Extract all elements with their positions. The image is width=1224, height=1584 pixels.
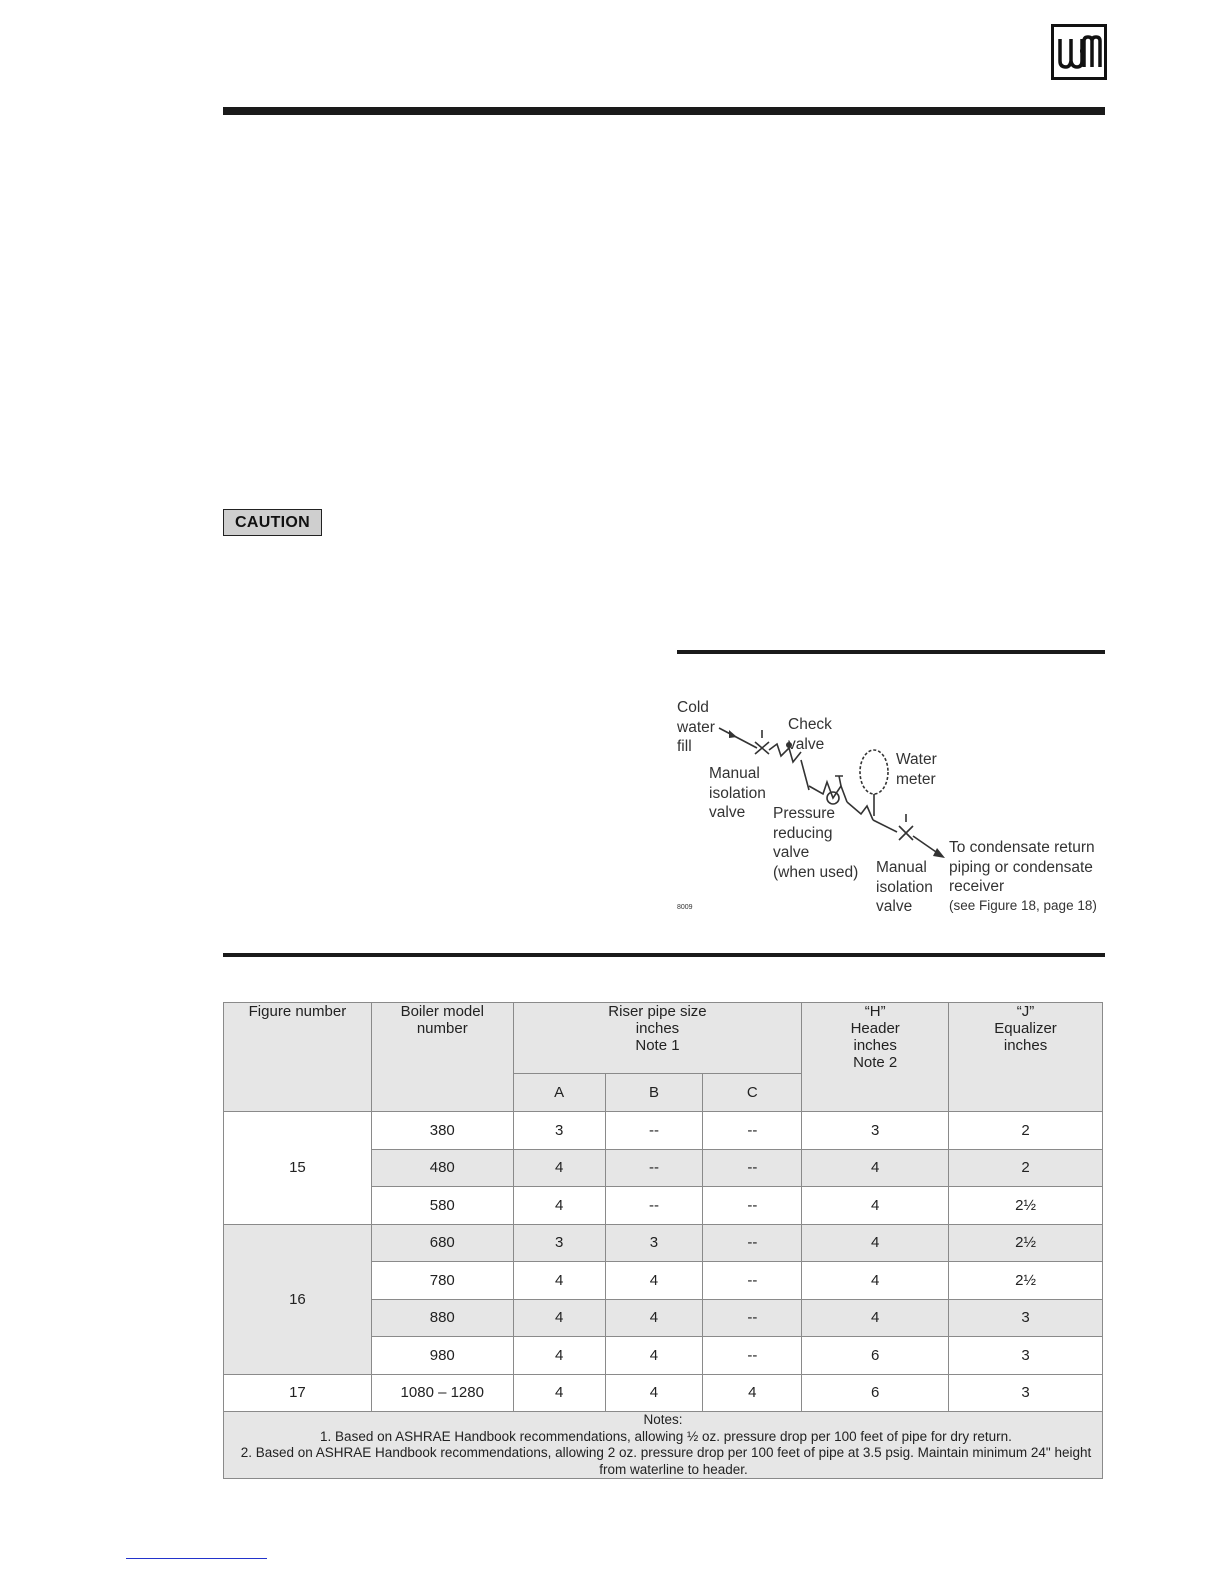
model-cell: 880: [371, 1299, 513, 1337]
label-manual-isolation-valve-1: Manual isolation valve: [709, 765, 766, 821]
j-cell: 3: [949, 1337, 1103, 1375]
model-cell: 380: [371, 1112, 513, 1150]
brand-logo: [1051, 24, 1107, 80]
b-cell: 4: [605, 1299, 703, 1337]
caution-badge: CAUTION: [223, 509, 322, 536]
c-cell: --: [703, 1299, 802, 1337]
label-see-figure: (see Figure 18, page 18): [949, 898, 1097, 913]
b-cell: 4: [605, 1262, 703, 1300]
j-cell: 2: [949, 1112, 1103, 1150]
header-boiler-model: Boiler model number: [371, 1003, 513, 1112]
a-cell: 4: [513, 1299, 605, 1337]
note-2: 2. Based on ASHRAE Handbook recommendations, allowing 2 oz. pressure drop per 100 feet of pipe at 3.5 psig. Maintain minimum 24" height from waterline to header.: [240, 1445, 1092, 1477]
c-cell: --: [703, 1224, 802, 1262]
figure-number-cell: 15: [224, 1112, 372, 1225]
h-cell: 4: [802, 1187, 949, 1225]
a-cell: 4: [513, 1149, 605, 1187]
j-cell: 3: [949, 1374, 1103, 1412]
header-h-header: “H” Header inches Note 2: [802, 1003, 949, 1112]
model-cell: 580: [371, 1187, 513, 1225]
label-to-condensate: To condensate return piping or condensate receiver: [949, 839, 1095, 895]
header-c: C: [703, 1074, 802, 1112]
model-cell: 980: [371, 1337, 513, 1375]
header-rule: [223, 107, 1105, 115]
a-cell: 4: [513, 1374, 605, 1412]
label-cold-water-fill: Cold water fill: [677, 699, 715, 755]
j-cell: 2: [949, 1149, 1103, 1187]
c-cell: --: [703, 1337, 802, 1375]
label-check-valve: Check valve: [788, 716, 832, 753]
header-riser-pipe-size: Riser pipe size inches Note 1: [513, 1003, 802, 1074]
b-cell: --: [605, 1187, 703, 1225]
a-cell: 4: [513, 1187, 605, 1225]
notes-cell: [224, 1412, 1103, 1479]
figure-number-cell: 16: [224, 1224, 372, 1374]
header-figure-number: Figure number: [224, 1003, 372, 1112]
h-cell: 4: [802, 1149, 949, 1187]
j-cell: 2½: [949, 1224, 1103, 1262]
table-rule: [223, 953, 1105, 957]
h-cell: 4: [802, 1262, 949, 1300]
figure-code: 8009: [677, 904, 693, 911]
h-cell: 4: [802, 1299, 949, 1337]
j-cell: 2½: [949, 1187, 1103, 1225]
b-cell: 4: [605, 1337, 703, 1375]
a-cell: 4: [513, 1262, 605, 1300]
wm-logo-icon: [1054, 27, 1104, 77]
table-row: [224, 1224, 1103, 1262]
c-cell: --: [703, 1112, 802, 1150]
model-cell: 780: [371, 1262, 513, 1300]
header-b: B: [605, 1074, 703, 1112]
c-cell: --: [703, 1187, 802, 1225]
label-pressure-reducing-valve: Pressure reducing valve (when used): [773, 805, 859, 881]
a-cell: 3: [513, 1112, 605, 1150]
model-cell: 680: [371, 1224, 513, 1262]
h-cell: 6: [802, 1337, 949, 1375]
b-cell: 4: [605, 1374, 703, 1412]
h-cell: 4: [802, 1224, 949, 1262]
figure-rule: [677, 650, 1105, 654]
table-row: [224, 1374, 1103, 1412]
b-cell: 3: [605, 1224, 703, 1262]
notes-row: [224, 1412, 1103, 1479]
header-a: A: [513, 1074, 605, 1112]
note-1: 1. Based on ASHRAE Handbook recommendations, allowing ½ oz. pressure drop per 100 feet of pipe for dry return.: [320, 1428, 1012, 1444]
h-cell: 3: [802, 1112, 949, 1150]
j-cell: 2½: [949, 1262, 1103, 1300]
model-cell: 480: [371, 1149, 513, 1187]
c-cell: --: [703, 1149, 802, 1187]
j-cell: 3: [949, 1299, 1103, 1337]
figure-number-cell: 17: [224, 1374, 372, 1412]
h-cell: 6: [802, 1374, 949, 1412]
model-cell: 1080 – 1280: [371, 1374, 513, 1412]
b-cell: --: [605, 1112, 703, 1150]
label-manual-isolation-valve-2: Manual isolation valve: [876, 859, 933, 915]
riser-pipe-table: [223, 1002, 1103, 1479]
label-water-meter: Water meter: [896, 751, 937, 788]
notes-title: Notes:: [643, 1412, 683, 1427]
c-cell: 4: [703, 1374, 802, 1412]
footer-link-underline[interactable]: [126, 1558, 267, 1559]
header-j-equalizer: “J” Equalizer inches: [949, 1003, 1103, 1112]
piping-figure: [677, 690, 1107, 930]
a-cell: 4: [513, 1337, 605, 1375]
table-row: [224, 1112, 1103, 1150]
c-cell: --: [703, 1262, 802, 1300]
a-cell: 3: [513, 1224, 605, 1262]
b-cell: --: [605, 1149, 703, 1187]
